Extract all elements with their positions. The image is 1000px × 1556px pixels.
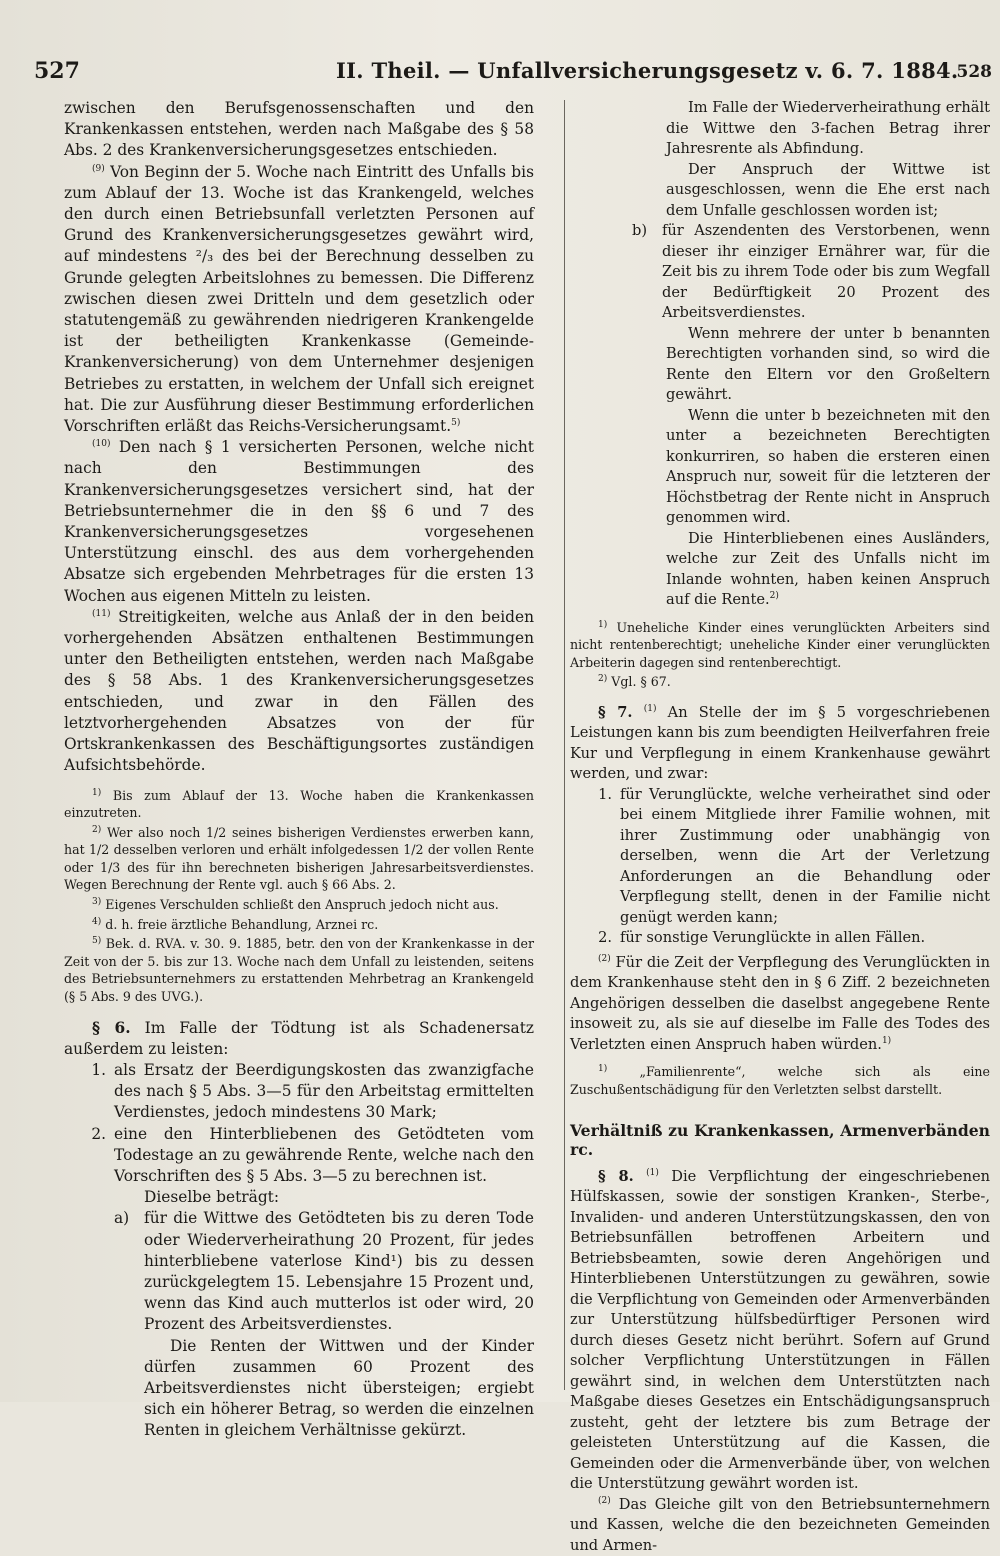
paragraph-remarriage — [570, 98, 990, 160]
left-column — [64, 98, 534, 1440]
footnote — [64, 935, 534, 1005]
list-number: 2. — [598, 929, 612, 947]
paragraph-text: Das Gleiche gilt von den Betriebsunternehmern und Kassen, welche die den bezeichneten Gemeinden und Armen- — [570, 1495, 990, 1554]
paragraph-text: An Stelle der im § 5 vorgeschriebenen Leistungen kann bis zum beendigten Heilverfahren freie Kur und Verpflegung in einem Krankenhause gewährt werden, und zwar: — [570, 703, 991, 783]
footnote-mark: 1) — [598, 1064, 608, 1075]
paragraph-number: (10) — [92, 439, 111, 450]
paragraph-text: zwischen den Berufsgenossenschaften und den Krankenkassen entstehen, werden nach Maßgabe des § 58 Abs. 2 des Krankenversicherungsgesetzes entschieden. — [64, 99, 534, 160]
section-number: § 7. — [598, 703, 633, 721]
list-item — [570, 785, 990, 929]
paragraph-10 — [64, 437, 534, 607]
footnote — [570, 1063, 990, 1098]
footnote-mark: 2) — [92, 824, 102, 835]
paragraph-text: Im Falle der Tödtung ist als Schadenersatz außerdem zu leisten: — [64, 1018, 534, 1058]
paragraph-number: (2) — [598, 954, 611, 965]
paragraph-text: Die Hinterbliebenen eines Ausländers, welche zur Zeit des Unfalls nicht im Inlande wohnten, haben keinen Anspruch auf die Rente. — [666, 529, 990, 608]
footnote — [570, 619, 990, 672]
section-7-intro — [570, 703, 990, 785]
section-6-item-a — [64, 1208, 534, 1335]
paragraph-text: Die Renten der Wittwen und der Kinder dürfen zusammen 60 Prozent des Arbeitsverdienstes nicht übersteigen; ergiebt sich ein höherer Betrag, so werden die einzelnen Renten in gleichem Verhältnisse gekürzt. — [144, 1336, 534, 1440]
footnote — [570, 673, 990, 691]
footnote — [64, 896, 534, 914]
footnote-ref: 1) — [881, 1036, 892, 1047]
list-item — [64, 1124, 534, 1188]
section-number: § 8. — [598, 1167, 634, 1185]
section-6-renten — [64, 1336, 534, 1442]
list-item — [64, 1060, 534, 1124]
list-letter: a) — [114, 1209, 130, 1228]
section-8-paragraph-1 — [570, 1167, 990, 1495]
list-item — [570, 928, 990, 949]
running-title: II. Theil. — Unfallversicherungsgesetz v. 6. 7. 1884. — [336, 58, 959, 83]
paragraph-number: (1) — [646, 1167, 659, 1178]
paragraph-number: (2) — [598, 1495, 611, 1506]
list-number: 1. — [598, 785, 612, 803]
page-number-left: 527 — [34, 58, 80, 84]
paragraph-9 — [64, 162, 534, 438]
paragraph-number: (1) — [643, 704, 657, 715]
footnote-mark: 1) — [92, 787, 102, 798]
section-7-list — [570, 785, 990, 949]
item-b — [570, 221, 990, 324]
paragraph-foreigners — [570, 529, 990, 611]
footnote-mark: 1) — [598, 619, 608, 630]
paragraph-number: (11) — [92, 608, 111, 619]
footnote — [64, 787, 534, 822]
footnote-text: d. h. freie ärztliche Behandlung, Arznei rc. — [105, 916, 379, 932]
footnote-mark: 2) — [598, 674, 608, 685]
section-6-list — [64, 1060, 534, 1187]
section-number: § 6. — [92, 1018, 131, 1037]
footnote-mark: 3) — [92, 896, 102, 907]
paragraph-concur — [570, 406, 990, 529]
list-text: als Ersatz der Beerdigungskosten das zwanzigfache des nach § 5 Abs. 3—5 für den Arbeitstag ermittelten Verdienstes, jedoch mindestens 30 Mark; — [114, 1061, 534, 1122]
running-header — [34, 58, 992, 90]
section-8-paragraph-2 — [570, 1495, 990, 1556]
section-6-betraegt — [64, 1187, 534, 1208]
footnote-ref: 2) — [769, 591, 779, 602]
footnote — [64, 916, 534, 934]
footnote-text: Wer also noch 1/2 seines bisherigen Verdienstes erwerben kann, hat 1/2 desselben verloren und erhält infolgedessen 1/2 der vollen Rente oder 1/3 des für ihn berechneten bisherigen Jahresarbeitsverdienstes. Wegen Berechnung der Rente vgl. auch § 66 Abs. 2. — [64, 824, 534, 893]
footnote-text: Bek. d. RVA. v. 30. 9. 1885, betr. den von der Krankenkasse in der Zeit von der 5. bis zur 13. Woche nach dem Unfall zu leistenden, seitens des Betriebsunternehmers zu erstattenden Mehrbetrag an Krankengeld (§ 5 Abs. 9 des UVG.). — [64, 936, 534, 1005]
list-text: eine den Hinterbliebenen des Getödteten vom Todestage an zu gewährende Rente, welche nach den Vorschriften des § 5 Abs. 3—5 zu berechnen ist. — [114, 1124, 534, 1186]
paragraph-text: Streitigkeiten, welche aus Anlaß der in den beiden vorhergehenden Absätzen enthaltenen Bestimmungen unter den Betheiligten entstehen, werden nach Maßgabe des § 58 Abs. 1 des Krankenversicherungsgesetzes entschieden, und zwar in den Fällen des letztvorhergehenden Absatzes von der für Ortskrankenkassen des Beschäftigungsortes zuständigen Aufsichtsbehörde. — [64, 607, 534, 775]
footnotes-right-1 — [570, 619, 990, 691]
paragraph-continuation — [64, 98, 534, 162]
paragraph-text: Wenn die unter b bezeichneten mit den unter a bezeichneten Berechtigten konkurriren, so haben die ersteren einen Anspruch nur, soweit für die letzteren der Höchstbetrag der Rente nicht in Anspruch genommen wird. — [666, 406, 990, 526]
paragraph-text: Dieselbe beträgt: — [144, 1188, 280, 1207]
paragraph-text: Der Anspruch der Wittwe ist ausgeschlossen, wenn die Ehe erst nach dem Unfalle geschlossen worden ist; — [666, 160, 990, 219]
column-divider — [564, 100, 565, 1390]
list-letter: b) — [632, 222, 648, 239]
paragraph-text: Den nach § 1 versicherten Personen, welche nicht nach den Bestimmungen des Krankenversicherungsgesetzes versichert sind, hat der Betriebsunternehmer die in den §§ 6 und 7 des Krankenversicherungsgesetzes vorgesehenen Unterstützung einschl. des aus dem vorhergehenden Absatze sich ergebenden Mehrbetrages für die ersten 13 Wochen aus eigenen Mitteln zu leisten. — [64, 438, 534, 605]
right-column — [570, 98, 991, 1554]
list-text: für die Wittwe des Getödteten bis zu deren Tode oder Wiederverheirathung 20 Prozent, für jedes hinterbliebene vaterlose Kind¹) bis zu dessen zurückgelegtem 15. Lebensjahre 15 Prozent und, wenn das Kind auch mutterlos ist oder wird, 20 Prozent des Arbeitsverdienstes. — [144, 1209, 534, 1334]
page-number-right: 528 — [956, 62, 992, 82]
footnote-text: Vgl. § 67. — [611, 674, 671, 690]
footnotes-left — [64, 787, 534, 1006]
footnote-ref: 5) — [451, 417, 461, 428]
paragraph-text: Wenn mehrere der unter b benannten Berechtigten vorhanden sind, so wird die Rente den Eltern vor den Großeltern gewährt. — [666, 324, 990, 403]
footnote-text: „Familienrente“, welche sich als eine Zuschußentschädigung für den Verletzten selbst darstellt. — [570, 1064, 990, 1097]
subheading: Verhältniß zu Krankenkassen, Armenverbänden rc. — [570, 1120, 990, 1159]
paragraph-text: Die Verpflichtung der eingeschriebenen Hülfskassen, sowie der sonstigen Kranken-, Sterbe-, Invaliden- und anderen Unterstützungskassen, den von Betriebsunfällen betroffenen Arbeitern und Betriebsbeamten, sowie deren Angehörigen und Hinterbliebenen Unterstützungen zu gewähren, sowie die Verpflichtung von Gemeinden oder Armenverbänden zur Unterstützung hülfsbedürftiger Personen wird durch dieses Gesetz nicht berührt. Sofern auf Grund solcher Verpflichtung Unterstützungen in Fällen gewährt sind, in welchen dem Unterstützten nach Maßgabe dieses Gesetzes ein Entschädigungsanspruch zusteht, geht der letztere bis zum Betrage der geleisteten Unterstützung auf die Kassen, die Gemeinden oder die Armenverbände über, von welchen die Unterstützung gewährt worden ist. — [570, 1167, 991, 1493]
paragraph-11 — [64, 607, 534, 777]
list-text: für Verunglückte, welche verheirathet sind oder bei einem Mitgliede ihrer Familie wohnen, mit ihrer Zustimmung oder unabhängig von derselben, wenn die Art der Verletzung Anforderungen an die Behandlung oder Verpflegung stellt, denen in der Familie nicht genügt werden kann; — [620, 785, 990, 926]
footnote-mark: 5) — [92, 936, 102, 947]
footnote-text: Uneheliche Kinder eines verunglückten Arbeiters sind nicht rentenberechtigt; uneheliche Kinder einer verunglückten Arbeiterin dagegen sind rentenberechtigt. — [570, 619, 990, 670]
list-text: für Aszendenten des Verstorbenen, wenn dieser ihr einziger Ernährer war, für die Zeit bis zu ihrem Tode oder bis zum Wegfall der Bedürftigkeit 20 Prozent des Arbeitsverdienstes. — [662, 222, 990, 321]
footnote-text: Eigenes Verschulden schließt den Anspruch jedoch nicht aus. — [105, 897, 499, 913]
section-7-paragraph-2 — [570, 953, 990, 1056]
list-number: 2. — [91, 1124, 106, 1143]
paragraph-text: Im Falle der Wiederverheirathung erhält die Wittwe den 3-fachen Betrag ihrer Jahresrente als Abfindung. — [666, 99, 990, 157]
list-number: 1. — [91, 1061, 106, 1080]
paragraph-text: Für die Zeit der Verpflegung des Verunglückten in dem Krankenhause steht den in § 6 Ziff. 2 bezeichneten Angehörigen desselben die daselbst angegebene Rente insoweit zu, als sie auf dieselbe im Falle des Todes des Verletzten einen Anspruch haben würden. — [570, 953, 990, 1053]
paragraph-number: (9) — [92, 163, 105, 174]
footnote — [64, 824, 534, 894]
paragraph-exclusion — [570, 160, 990, 222]
footnote-text: Bis zum Ablauf der 13. Woche haben die Krankenkassen einzutreten. — [64, 787, 534, 821]
footnote-mark: 4) — [92, 916, 102, 927]
paragraph-text: Von Beginn der 5. Woche nach Eintritt des Unfalls bis zum Ablauf der 13. Woche ist das Krankengeld, welches den durch einen Betriebsunfall verletzten Personen auf Grund des Krankenversicherungsgesetzes gewährt wird, auf mindestens ²/₃ des bei der Berechnung desselben zu Grunde gelegten Arbeitslohnes zu bemessen. Die Differenz zwischen diesen zwei Dritteln und dem gesetzlich oder statutengemäß zu gewährenden niedrigeren Krankengelde ist der betheiligten Krankenkasse (Gemeinde-Krankenversicherung) von dem Unternehmer desjenigen Betriebes zu erstatten, in welchem der Unfall sich ereignet hat. Die zur Ausführung dieser Bestimmung erforderlichen Vorschriften erläßt das Reichs-Versicherungsamt. — [64, 162, 534, 436]
section-6-intro — [64, 1018, 534, 1060]
paragraph-several — [570, 324, 990, 406]
list-text: für sonstige Verunglückte in allen Fällen. — [620, 929, 926, 947]
